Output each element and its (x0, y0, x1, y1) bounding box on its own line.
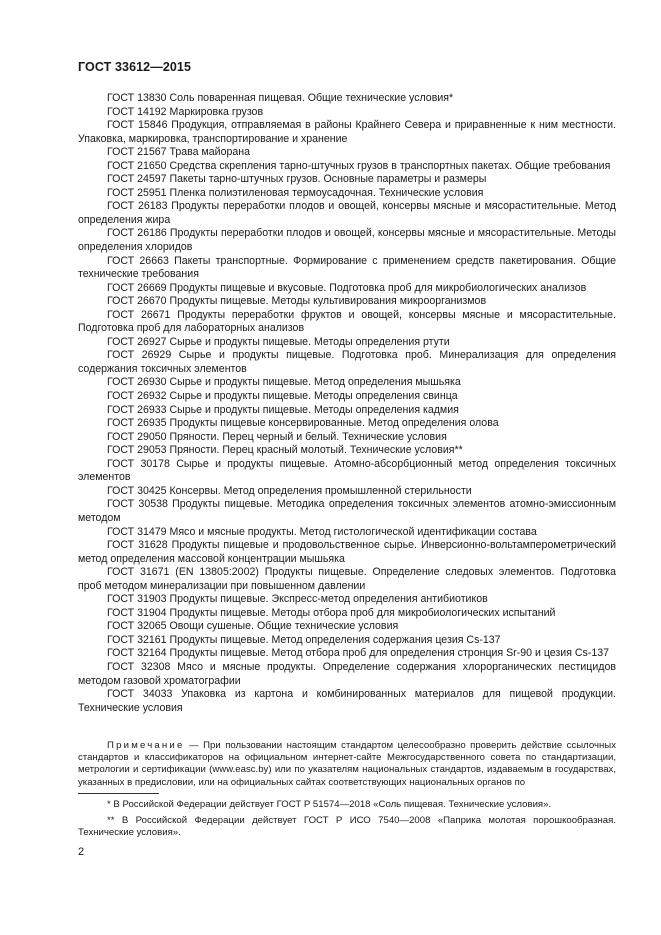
reference-item: ГОСТ 26929 Сырье и продукты пищевые. Подготовка проб. Минерализация для определения содержания токсичных элементов (78, 349, 616, 375)
normative-references-list (78, 92, 616, 715)
note-paragraph (78, 740, 616, 789)
note-label: Примечание (107, 740, 185, 751)
reference-item: ГОСТ 26663 Пакеты транспортные. Формирование с применением средств пакетирования. Общие технические требования (78, 254, 616, 281)
reference-item: ГОСТ 14192 Маркировка грузов (107, 105, 264, 118)
reference-item: ГОСТ 31479 Мясо и мясные продукты. Метод гистологической идентификации состава (107, 525, 537, 538)
reference-item: ГОСТ 32161 Продукты пищевые. Метод определения содержания цезия Cs-137 (107, 633, 501, 646)
reference-item: ГОСТ 32164 Продукты пищевые. Метод отбора проб для определения стронция Sr-90 и цезия Cs-137 (107, 647, 610, 660)
reference-item: ГОСТ 30425 Консервы. Метод определения промышленной стерильности (107, 484, 472, 497)
reference-item: ГОСТ 29053 Пряности. Перец красный молотый. Технические условия** (107, 444, 463, 457)
reference-item: ГОСТ 32065 Овощи сушеные. Общие технические условия (107, 620, 399, 633)
reference-item: ГОСТ 32308 Мясо и мясные продукты. Определение содержания хлорорганических пестицидов методом газовой хроматографии (78, 660, 616, 687)
document-header: ГОСТ 33612—2015 (78, 60, 192, 74)
reference-item: ГОСТ 25951 Пленка полиэтиленовая термоусадочная. Технические условия (107, 186, 484, 199)
reference-item: ГОСТ 26927 Сырье и продукты пищевые. Методы определения ртути (107, 335, 450, 348)
reference-item: ГОСТ 26183 Продукты переработки плодов и овощей, консервы мясные и мясорастительные. Метод определения жира (78, 200, 616, 226)
reference-item: ГОСТ 26186 Продукты переработки плодов и овощей, консервы мясные и мясорастительные. Методы определения хлоридов (78, 227, 616, 254)
reference-item: ГОСТ 29050 Пряности. Перец черный и белый. Технические условия (107, 430, 447, 443)
reference-item: ГОСТ 26669 Продукты пищевые и вкусовые. Подготовка проб для микробиологических анализов (107, 281, 587, 294)
reference-item: ГОСТ 21567 Трава майорана (107, 146, 251, 159)
reference-item: ГОСТ 26932 Сырье и продукты пищевые. Методы определения свинца (107, 390, 458, 403)
reference-item: ГОСТ 30538 Продукты пищевые. Методика определения токсичных элементов атомно-эмиссионным методом (78, 498, 616, 524)
reference-item: ГОСТ 26670 Продукты пищевые. Методы культивирования микроорганизмов (107, 295, 487, 308)
reference-item: ГОСТ 31628 Продукты пищевые и продовольственное сырье. Инверсионно-вольтамперометрический метод определения массовой концентрации мышьяка (78, 539, 616, 565)
reference-item: ГОСТ 13830 Соль поваренная пищевая. Общие технические условия* (107, 92, 454, 104)
footnote-separator (78, 793, 159, 794)
page-number: 2 (78, 846, 85, 858)
reference-item: ГОСТ 34033 Упаковка из картона и комбинированных материалов для пищевой продукции. Технические условия (78, 688, 616, 714)
reference-item: ГОСТ 31903 Продукты пищевые. Экспресс-метод определения антибиотиков (107, 593, 488, 606)
footnote: * В Российской Федерации действует ГОСТ Р 51574—2018 «Соль пищевая. Технические условия». (107, 799, 552, 810)
reference-item: ГОСТ 31904 Продукты пищевые. Методы отбора проб для микробиологических испытаний (107, 606, 556, 619)
reference-item: ГОСТ 26933 Сырье и продукты пищевые. Методы определения кадмия (107, 403, 459, 416)
reference-item: ГОСТ 24597 Пакеты тарно-штучных грузов. Основные параметры и размеры (107, 173, 487, 186)
footnote: ** В Российской Федерации действует ГОСТ Р ИСО 7540—2008 «Паприка молотая порошкообразная. Технические условия». (78, 815, 616, 839)
reference-item: ГОСТ 26930 Сырье и продукты пищевые. Метод определения мышьяка (107, 376, 461, 389)
reference-item: ГОСТ 21650 Средства скрепления тарно-штучных грузов в транспортных пакетах. Общие требования (107, 159, 611, 172)
note-text: — При пользовании настоящим стандартом целесообразно проверить действие ссылочных стандартов и классификаторов на официальном интернет-сайте Межгосударственного совета по стандартизации, метрологии и сертификации (www.easc.by) или по указателям национальных стандартов, издаваемым в государствах, указанных в предисловии, или на официальных сайтах соответствующих национальных органов по (78, 740, 616, 788)
reference-item: ГОСТ 30178 Сырье и продукты пищевые. Атомно-абсорбционный метод определения токсичных элементов (78, 457, 616, 484)
reference-item: ГОСТ 15846 Продукция, отправляемая в районы Крайнего Севера и приравненные к ним местности. Упаковка, маркировка, транспортирование и хранение (78, 119, 616, 145)
reference-item: ГОСТ 31671 (EN 13805:2002) Продукты пищевые. Определение следовых элементов. Подготовка проб методом минерализации при повышенном давлении (78, 566, 616, 592)
reference-item: ГОСТ 26935 Продукты пищевые консервированные. Метод определения олова (107, 417, 499, 430)
reference-item: ГОСТ 26671 Продукты переработки фруктов и овощей, консервы мясные и мясорастительные. Подготовка проб для лабораторных анализов (78, 308, 616, 335)
